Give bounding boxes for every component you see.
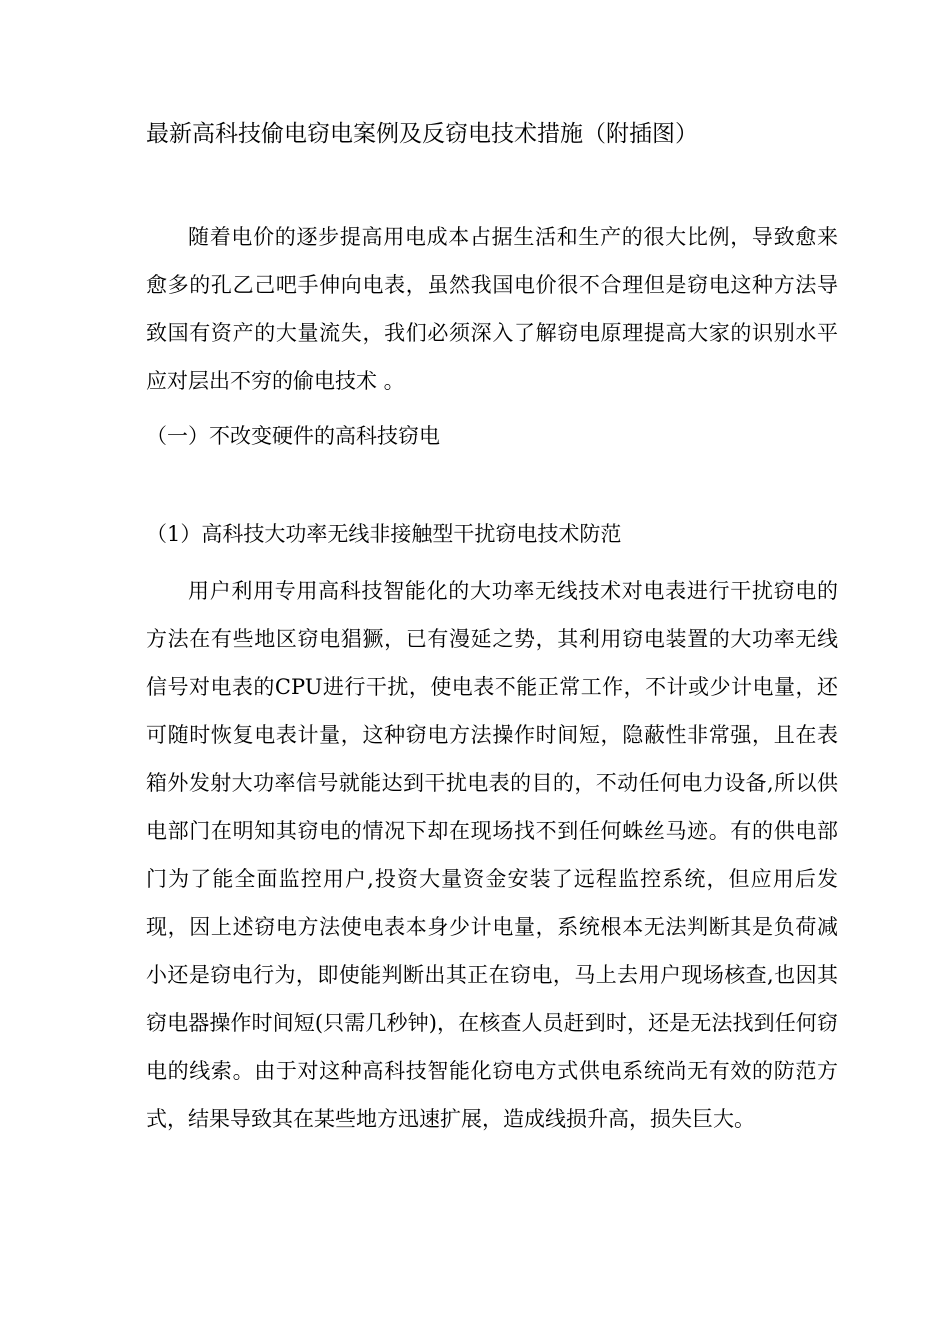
body-paragraph: 用户利用专用高科技智能化的大功率无线技术对电表进行干扰窃电的方法在有些地区窃电猖獗，已有漫延之势，其利用窃电装置的大功率无线信号对电表的CPU进行干扰，使电表不能正常工作，不计或少计电量，还可随时恢复电表计量，这种窃电方法操作时间短，隐蔽性非常强，且在表箱外发射大功率信号就能达到干扰电表的目的，不动任何电力设备,所以供电部门在明知其窃电的情况下却在现场找不到任何蛛丝马迹。有的供电部门为了能全面监控用户,投资大量资金安装了远程监控系统，但应用后发现，因上述窃电方法使电表本身少计电量，系统根本无法判断其是负荷减小还是窃电行为，即使能判断出其正在窃电，马上去用户现场核查,也因其窃电器操作时间短(只需几秒钟)，在核查人员赶到时，还是无法找到任何窃电的线索。由于对这种高科技智能化窃电方式供电系统尚无有效的防范方式，结果导致其在某些地方迅速扩展，造成线损升高，损失巨大。: [146, 579, 838, 1131]
document-title: 最新高科技偷电窃电案例及反窃电技术措施（附插图）: [146, 121, 698, 147]
section-heading: （一）不改变硬件的高科技窃电: [146, 424, 440, 448]
subsection-heading: （1）高科技大功率无线非接触型干扰窃电技术防范: [146, 522, 622, 546]
intro-paragraph: 随着电价的逐步提高用电成本占据生活和生产的很大比例，导致愈来愈多的孔乙己吧手伸向电表，虽然我国电价很不合理但是窃电这种方法导致国有资产的大量流失，我们必须深入了解窃电原理提高大家的识别水平应对层出不穷的偷电技术 。: [146, 225, 838, 393]
